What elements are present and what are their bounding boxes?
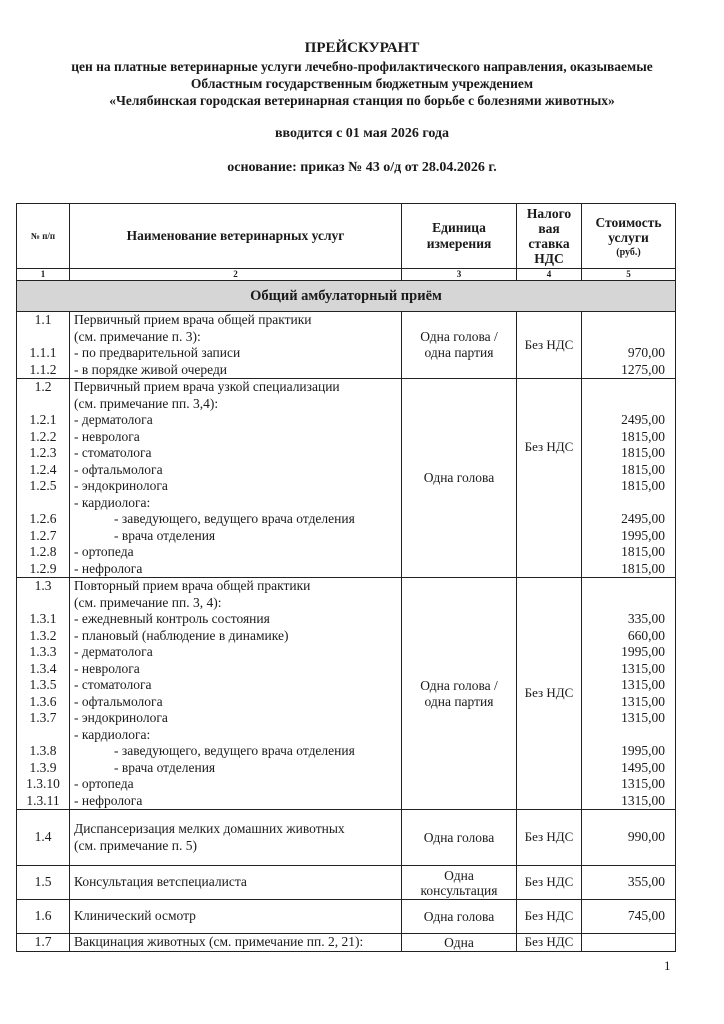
column-number-row — [17, 269, 676, 281]
table-header-row — [17, 204, 676, 269]
header-vat-line: НДС — [534, 251, 564, 266]
unit-cell: Одна консультация — [402, 866, 517, 900]
document-title: ПРЕЙСКУРАНТ — [304, 40, 420, 56]
service-name-cell: Первичный прием врача узкой специализации (см. примечание пп. 3,4): - дерматолога - невролога - стоматолога - офтальмолога - эндокринолога - кардиолога: - заведующего, ведущего врача отделения - врача отделения - ортопеда - нефролога — [70, 379, 402, 578]
header-vat-line: ставка — [528, 236, 570, 251]
column-number: 5 — [582, 269, 676, 281]
price-cell: 335,00 660,00 1995,00 1315,00 1315,00 1315,00 1315,00 1995,00 1495,00 1315,00 1315,00 — [582, 578, 676, 810]
service-name-cell: Клинический осмотр — [70, 900, 402, 934]
subtitle-line-1: цен на платные ветеринарные услуги лечебно-профилактического направления, оказываемые — [71, 59, 653, 74]
basis-order: основание: приказ № 43 о/д от 28.04.2026 г. — [227, 160, 497, 175]
service-name-cell: Диспансеризация мелких домашних животных (см. примечание п. 5) — [70, 810, 402, 866]
header-unit: Единица измерения — [402, 204, 517, 269]
price-cell: 990,00 — [582, 810, 676, 866]
price-cell: 970,00 1275,00 — [582, 312, 676, 379]
row-number-cell: 1.6 — [17, 900, 70, 934]
price-cell — [582, 934, 676, 952]
vat-cell: Без НДС — [517, 900, 582, 934]
vat-cell: Без НДС — [517, 379, 582, 578]
section-title: Общий амбулаторный приём — [17, 281, 676, 312]
table-row — [17, 810, 676, 866]
effective-date: вводится с 01 мая 2026 года — [274, 126, 450, 141]
column-number: 4 — [517, 269, 582, 281]
price-cell: 355,00 — [582, 866, 676, 900]
row-number-cell: 1.7 — [17, 934, 70, 952]
header-cost-unit: (руб.) — [616, 246, 641, 258]
service-name-cell: Вакцинация животных (см. примечание пп. 2, 21): — [70, 934, 402, 952]
row-number-cell: 1.3 1.3.1 1.3.2 1.3.3 1.3.4 1.3.5 1.3.6 1.3.7 1.3.8 1.3.9 1.3.10 1.3.11 — [17, 578, 70, 810]
unit-cell: Одна голова / одна партия — [402, 312, 517, 379]
table-row — [17, 866, 676, 900]
header-vat — [517, 204, 582, 269]
price-cell: 2495,00 1815,00 1815,00 1815,00 1815,00 2495,00 1995,00 1815,00 1815,00 — [582, 379, 676, 578]
section-row — [17, 281, 676, 312]
subtitle-line-2: Областным государственным бюджетным учреждением — [190, 76, 534, 91]
vat-cell: Без НДС — [517, 312, 582, 379]
row-number-cell: 1.4 — [17, 810, 70, 866]
vat-cell: Без НДС — [517, 934, 582, 952]
row-number-cell: 1.5 — [17, 866, 70, 900]
vat-cell: Без НДС — [517, 810, 582, 866]
unit-cell: Одна голова — [402, 810, 517, 866]
service-name-cell: Консультация ветспециалиста — [70, 866, 402, 900]
row-number-cell: 1.2 1.2.1 1.2.2 1.2.3 1.2.4 1.2.5 1.2.6 1.2.7 1.2.8 1.2.9 — [17, 379, 70, 578]
price-cell: 745,00 — [582, 900, 676, 934]
header-cost — [582, 204, 676, 269]
unit-cell: Одна голова / одна партия — [402, 578, 517, 810]
table-row — [17, 900, 676, 934]
table-row — [17, 578, 676, 810]
subtitle-line-3: «Челябинская городская ветеринарная станция по борьбе с болезнями животных» — [109, 93, 615, 108]
header-name: Наименование ветеринарных услуг — [70, 204, 402, 269]
table-row — [17, 934, 676, 952]
header-vat-line: вая — [538, 221, 560, 236]
unit-cell: Одна голова — [402, 379, 517, 578]
header-num: № п/п — [17, 204, 70, 269]
column-number: 1 — [17, 269, 70, 281]
unit-cell: Одна голова — [402, 900, 517, 934]
header-cost-line: услуги — [608, 229, 649, 245]
table-row — [17, 312, 676, 379]
service-name-cell: Первичный прием врача общей практики (см. примечание п. 3): - по предварительной записи - в порядке живой очереди — [70, 312, 402, 379]
row-number-cell: 1.1 1.1.1 1.1.2 — [17, 312, 70, 379]
column-number: 3 — [402, 269, 517, 281]
table-row — [17, 379, 676, 578]
service-name-cell: Повторный прием врача общей практики (см. примечание пп. 3, 4): - ежедневный контроль состояния - плановый (наблюдение в динамике) - дерматолога - невролога - стоматолога - офтальмолога - эндокринолога - кардиолога: - заведующего, ведущего врача отделения - врача отделения - ортопеда - нефролога — [70, 578, 402, 810]
price-table — [16, 203, 676, 952]
vat-cell: Без НДС — [517, 866, 582, 900]
header-cost-line: Стоимость — [595, 214, 662, 230]
header-vat-line: Налого — [526, 206, 572, 221]
column-number: 2 — [70, 269, 402, 281]
unit-cell: Одна — [402, 934, 517, 952]
page-number: 1 — [664, 958, 671, 973]
vat-cell: Без НДС — [517, 578, 582, 810]
